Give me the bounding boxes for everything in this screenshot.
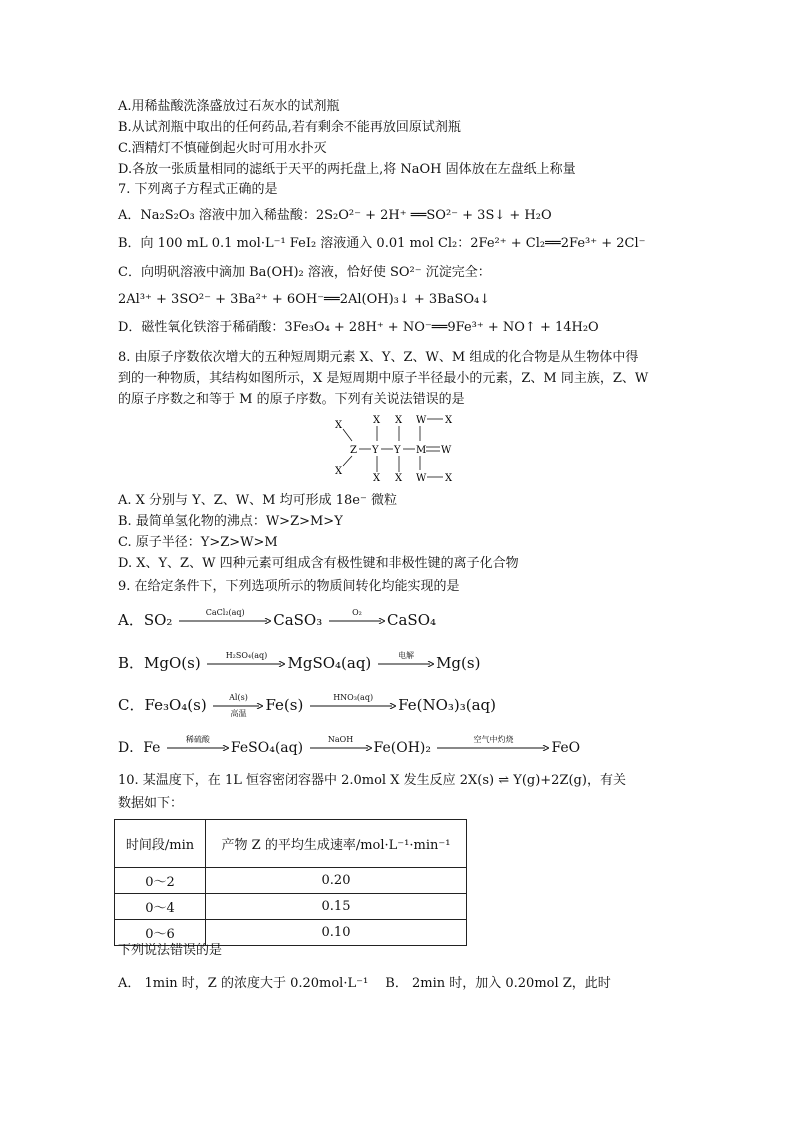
q9-option-a	[118, 608, 436, 634]
q9-d-s4: FeO	[551, 740, 581, 756]
q10-ask: 下列说法错误的是	[118, 943, 223, 958]
q8-stem-line2: 到的一种物质，其结构如图所示，X 是短周期中原子半径最小的元素，Z、M 同主族，Z、W	[118, 371, 649, 386]
q9-c-label: C．	[118, 696, 145, 714]
q6-option-b: B.从试剂瓶中取出的任何药品,若有剩余不能再放回原试剂瓶	[118, 120, 461, 135]
q9-b-s3: Mg(s)	[436, 654, 481, 672]
q9-c-s3: Fe(NO₃)₃(aq)	[398, 696, 496, 714]
table-row	[115, 894, 467, 920]
rate-data-table	[114, 819, 467, 946]
atom-x-m-top: X	[445, 415, 453, 426]
q10-stem-line1: 10. 某温度下，在 1L 恒容密闭容器中 2.0mol X 发生反应 2X(s) ⇌ Y(g)+2Z(g)，有关	[118, 773, 626, 788]
q6-option-a: A.用稀盐酸洗涤盛放过石灰水的试剂瓶	[118, 99, 340, 114]
table-cell: 0.10	[206, 920, 467, 946]
q8-option-b: B. 最简单氢化物的沸点：W>Z>M>Y	[118, 514, 343, 529]
q6-option-d: D.各放一张质量相同的滤纸于天平的两托盘上,将 NaOH 固体放在左盘纸上称量	[118, 162, 576, 177]
q9-b-label: B．	[118, 654, 145, 672]
q9-c-cond1: Al(s)	[229, 693, 248, 702]
atom-z: Z	[350, 445, 357, 456]
q6-option-c: C.酒精灯不慎碰倒起火时可用水扑灭	[118, 141, 327, 156]
q9-d-cond1: 稀硫酸	[185, 735, 210, 744]
q9-d-s1: Fe	[143, 740, 161, 756]
q9-d-s3: Fe(OH)₂	[373, 740, 431, 756]
atom-x-y2-bottom: X	[395, 473, 403, 484]
atom-x-y1-bottom: X	[373, 473, 381, 484]
q9-a-s2: CaSO₃	[273, 611, 323, 629]
q9-b-cond1: H₂SO₄(aq)	[225, 651, 268, 660]
q9-option-d	[118, 735, 580, 761]
atom-x-y1-top: X	[373, 415, 381, 426]
q9-d-cond2: NaOH	[327, 735, 354, 744]
q7-option-d: D．磁性氧化铁溶于稀硝酸：3Fe₃O₄ + 28H⁺ + NO⁻══9Fe³⁺ + NO↑ + 14H₂O	[118, 320, 599, 335]
q9-d-cond3: 空气中灼烧	[473, 735, 514, 744]
q9-a-s1: SO₂	[143, 611, 173, 629]
q7-option-b: B．向 100 mL 0.1 mol·L⁻¹ FeI₂ 溶液通入 0.01 mol Cl₂：2Fe²⁺ + Cl₂══2Fe³⁺ + 2Cl⁻	[118, 236, 646, 251]
table-row	[115, 868, 467, 894]
q9-stem: 9. 在给定条件下，下列选项所示的物质间转化均能实现的是	[118, 579, 460, 594]
table-cell: 0～2	[115, 868, 206, 894]
q8-option-a: A. X 分别与 Y、Z、W、M 均可形成 18e⁻ 微粒	[118, 493, 397, 508]
atom-x-m-bottom: X	[445, 473, 453, 484]
table-cell: 0.20	[206, 868, 467, 894]
atom-w-right: W	[441, 445, 452, 456]
atom-x-upper-left: X	[335, 420, 343, 431]
molecule-structure-diagram	[330, 414, 470, 484]
q9-a-s3: CaSO₄	[387, 611, 437, 629]
q9-b-arrow2	[378, 651, 434, 677]
q8-option-d: D. X、Y、Z、W 四种元素可组成含有极性键和非极性键的离子化合物	[118, 556, 519, 571]
q8-stem-line1: 8. 由原子序数依次增大的五种短周期元素 X、Y、Z、W、M 组成的化合物是从生物体中得	[118, 350, 639, 365]
atom-w-m-top: W	[416, 415, 427, 426]
atom-y-2: Y	[394, 445, 401, 456]
q9-c-cond2: HNO₃(aq)	[333, 693, 374, 702]
q9-a-arrow2	[329, 608, 385, 634]
q9-a-label: A．	[118, 611, 144, 629]
q9-b-cond2: 电解	[398, 651, 415, 660]
q7-option-c-equation: 2Al³⁺ + 3SO²⁻ + 3Ba²⁺ + 6OH⁻══2Al(OH)₃↓ + 3BaSO₄↓	[118, 292, 491, 307]
q9-a-cond2: O₂	[352, 608, 362, 617]
table-cell: 0.15	[206, 894, 467, 920]
q9-d-s2: FeSO₄(aq)	[230, 740, 304, 756]
q9-c-arrow1	[213, 693, 263, 719]
q9-a-arrow1	[179, 608, 271, 634]
q9-option-c	[118, 693, 496, 719]
q9-a-cond1: CaCl₂(aq)	[205, 608, 245, 617]
q9-b-s2: MgSO₄(aq)	[287, 654, 372, 672]
q9-d-arrow2	[310, 735, 372, 761]
q7-stem: 7. 下列离子方程式正确的是	[118, 182, 278, 197]
q9-d-arrow3	[437, 735, 549, 761]
q10-stem-line2: 数据如下：	[118, 796, 184, 811]
q9-c-cond1-below: 高温	[230, 709, 247, 718]
atom-y-1: Y	[372, 445, 379, 456]
q9-c-s1: Fe₃O₄(s)	[144, 696, 207, 714]
q9-c-arrow2	[310, 693, 396, 719]
q9-d-label: D．	[118, 740, 144, 756]
q9-b-arrow1	[207, 651, 285, 677]
atom-x-lower-left: X	[335, 466, 343, 477]
table-header-cell: 产物 Z 的平均生成速率/mol·L⁻¹·min⁻¹	[206, 820, 467, 868]
table-header-row	[115, 820, 467, 868]
table-cell: 0～4	[115, 894, 206, 920]
atom-x-y2-top: X	[395, 415, 403, 426]
table-row	[115, 920, 467, 946]
q7-option-c: C．向明矾溶液中滴加 Ba(OH)₂ 溶液，恰好使 SO²⁻ 沉淀完全：	[118, 265, 491, 280]
q9-option-b	[118, 651, 480, 677]
table-header-cell: 时间段/min	[115, 820, 206, 868]
q9-c-s2: Fe(s)	[265, 696, 304, 714]
atom-w-m-bottom: W	[416, 473, 427, 484]
q7-option-a: A．Na₂S₂O₃ 溶液中加入稀盐酸：2S₂O²⁻ + 2H⁺ ══SO²⁻ + 3S↓ + H₂O	[118, 208, 552, 223]
atom-m: M	[416, 445, 427, 456]
q9-b-s1: MgO(s)	[144, 654, 201, 672]
q8-option-c: C. 原子半径：Y>Z>W>M	[118, 535, 278, 550]
q8-stem-line3: 的原子序数之和等于 M 的原子序数。下列有关说法错误的是	[118, 392, 465, 407]
q10-options-ab: A． 1min 时，Z 的浓度大于 0.20mol·L⁻¹ B． 2min 时，加入 0.20mol Z，此时	[118, 976, 611, 991]
table-cell: 0～6	[115, 920, 206, 946]
q9-d-arrow1	[167, 735, 229, 761]
